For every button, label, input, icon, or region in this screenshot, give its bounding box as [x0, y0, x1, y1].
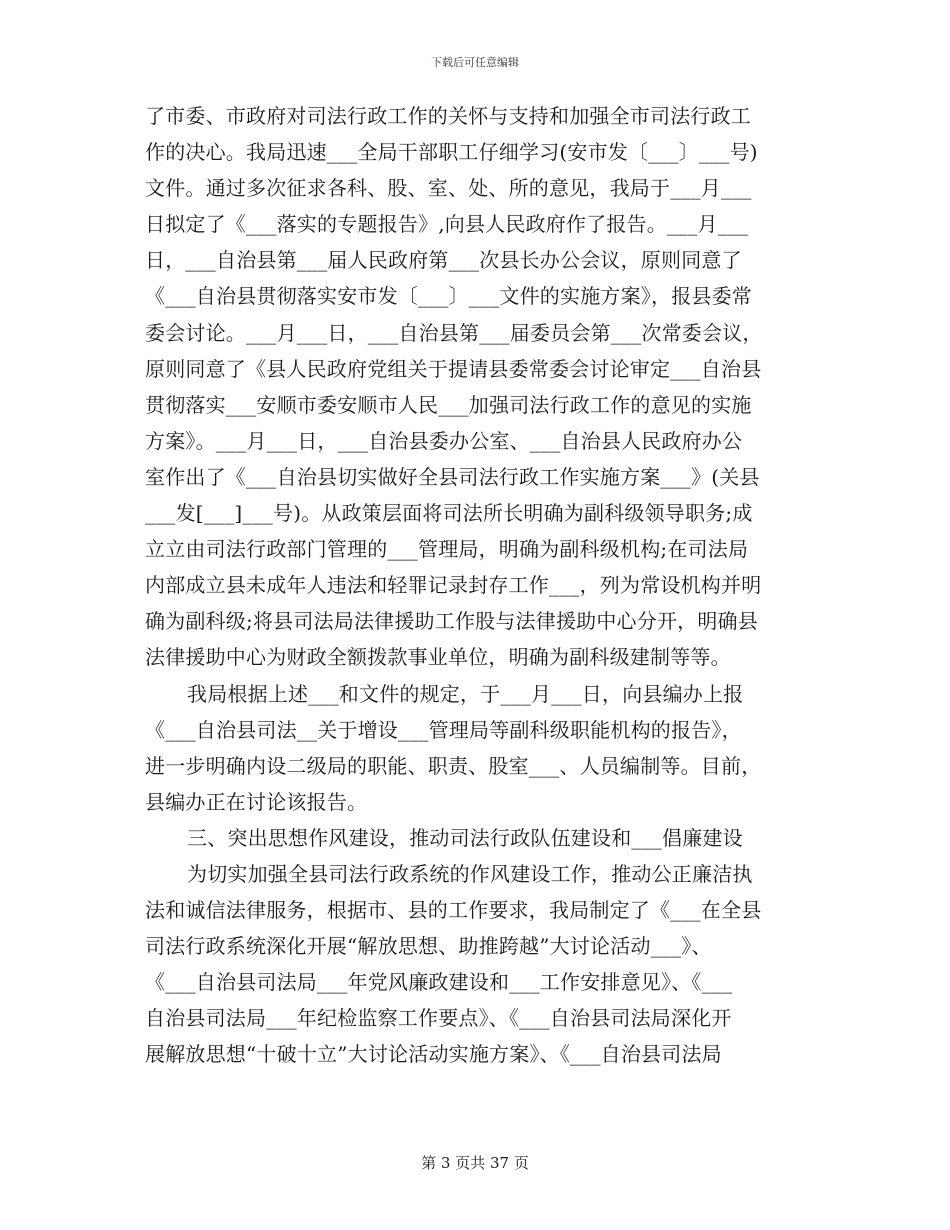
text-line-16: 法律援助中心为财政全额拨款事业单位，明确为副科级建制等等。 [145, 645, 731, 670]
text-line-20: 县编办正在讨论该报告。 [145, 789, 368, 814]
text-line-17: 我局根据上述___和文件的规定，于___月___日，向县编办上报 [187, 681, 744, 706]
text-line-2: 作的决心。我局迅速___全局干部职工仔细学习(安市发〔___〕___号) [145, 140, 758, 165]
document-body [145, 98, 810, 1073]
text-line-4: 日拟定了《___落实的专题报告》,向县人民政府作了报告。___月___ [145, 212, 749, 237]
text-line-7: 委会讨论。___月___日，___自治县第___届委员会第___次常委会议， [145, 320, 763, 345]
page-number: 第 3 页共 37 页 [421, 1154, 529, 1172]
text-line-15: 确为副科级;将县司法局法律援助工作股与法律援助中心分开，明确县 [145, 609, 758, 634]
text-line-14: 内部成立县未成年人违法和轻罪记录封存工作___，列为常设机构并明 [145, 573, 762, 598]
text-line-8: 原则同意了《县人民政府党组关于提请县委常委会讨论审定___自治县 [145, 356, 762, 381]
text-line-12: ___发[___]___号)。从政策层面将司法所长明确为副科级领导职务;成 [145, 501, 753, 526]
text-line-23: 法和诚信法律服务，根据市、县的工作要求，我局制定了《___在全县 [145, 898, 762, 923]
text-line-25: 《___自治县司法局___年党风廉政建设和___工作安排意见》、《___ [145, 970, 733, 995]
text-line-1: 了市委、市政府对司法行政工作的关怀与支持和加强全市司法行政工 [145, 104, 751, 128]
section-heading: 三、突出思想作风建设，推动司法行政队伍建设和___倡廉建设 [187, 825, 743, 850]
text-line-6: 《___自治县贯彻落实安市发〔___〕___文件的实施方案》，报县委常 [145, 284, 752, 309]
text-line-3: 文件。通过多次征求各科、股、室、处、所的意见，我局于___月___ [145, 176, 752, 201]
text-line-5: 日，___自治县第___届人民政府第___次县长办公会议，原则同意了 [145, 248, 742, 273]
text-line-22: 为切实加强全县司法行政系统的作风建设工作，推动公正廉洁执 [187, 861, 753, 886]
text-line-18: 《___自治县司法__关于增设___管理局等副科级职能机构的报告》， [145, 717, 742, 742]
page-header: 下载后可任意编辑 [431, 56, 519, 69]
text-line-10: 方案》。___月___日，___自治县委办公室、___自治县人民政府办公 [145, 428, 743, 453]
text-line-11: 室作出了《___自治县切实做好全县司法行政工作实施方案___》(关县 [145, 464, 760, 489]
text-line-24: 司法行政系统深化开展“解放思想、助推跨越”大讨论活动___》、 [145, 934, 712, 959]
text-line-19: 进一步明确内设二级局的职能、职责、股室___、人员编制等。目前， [145, 753, 762, 778]
text-line-9: 贯彻落实___安顺市委安顺市人民___加强司法行政工作的意见的实施 [145, 392, 752, 417]
text-line-27: 展解放思想“十破十立”大讨论活动实施方案》、《___自治县司法局 [145, 1042, 722, 1067]
text-line-13: 立立由司法行政部门管理的___管理局，明确为副科级机构;在司法局 [145, 537, 749, 562]
text-line-26: 自治县司法局___年纪检监察工作要点》、《___自治县司法局深化开 [145, 1006, 732, 1031]
